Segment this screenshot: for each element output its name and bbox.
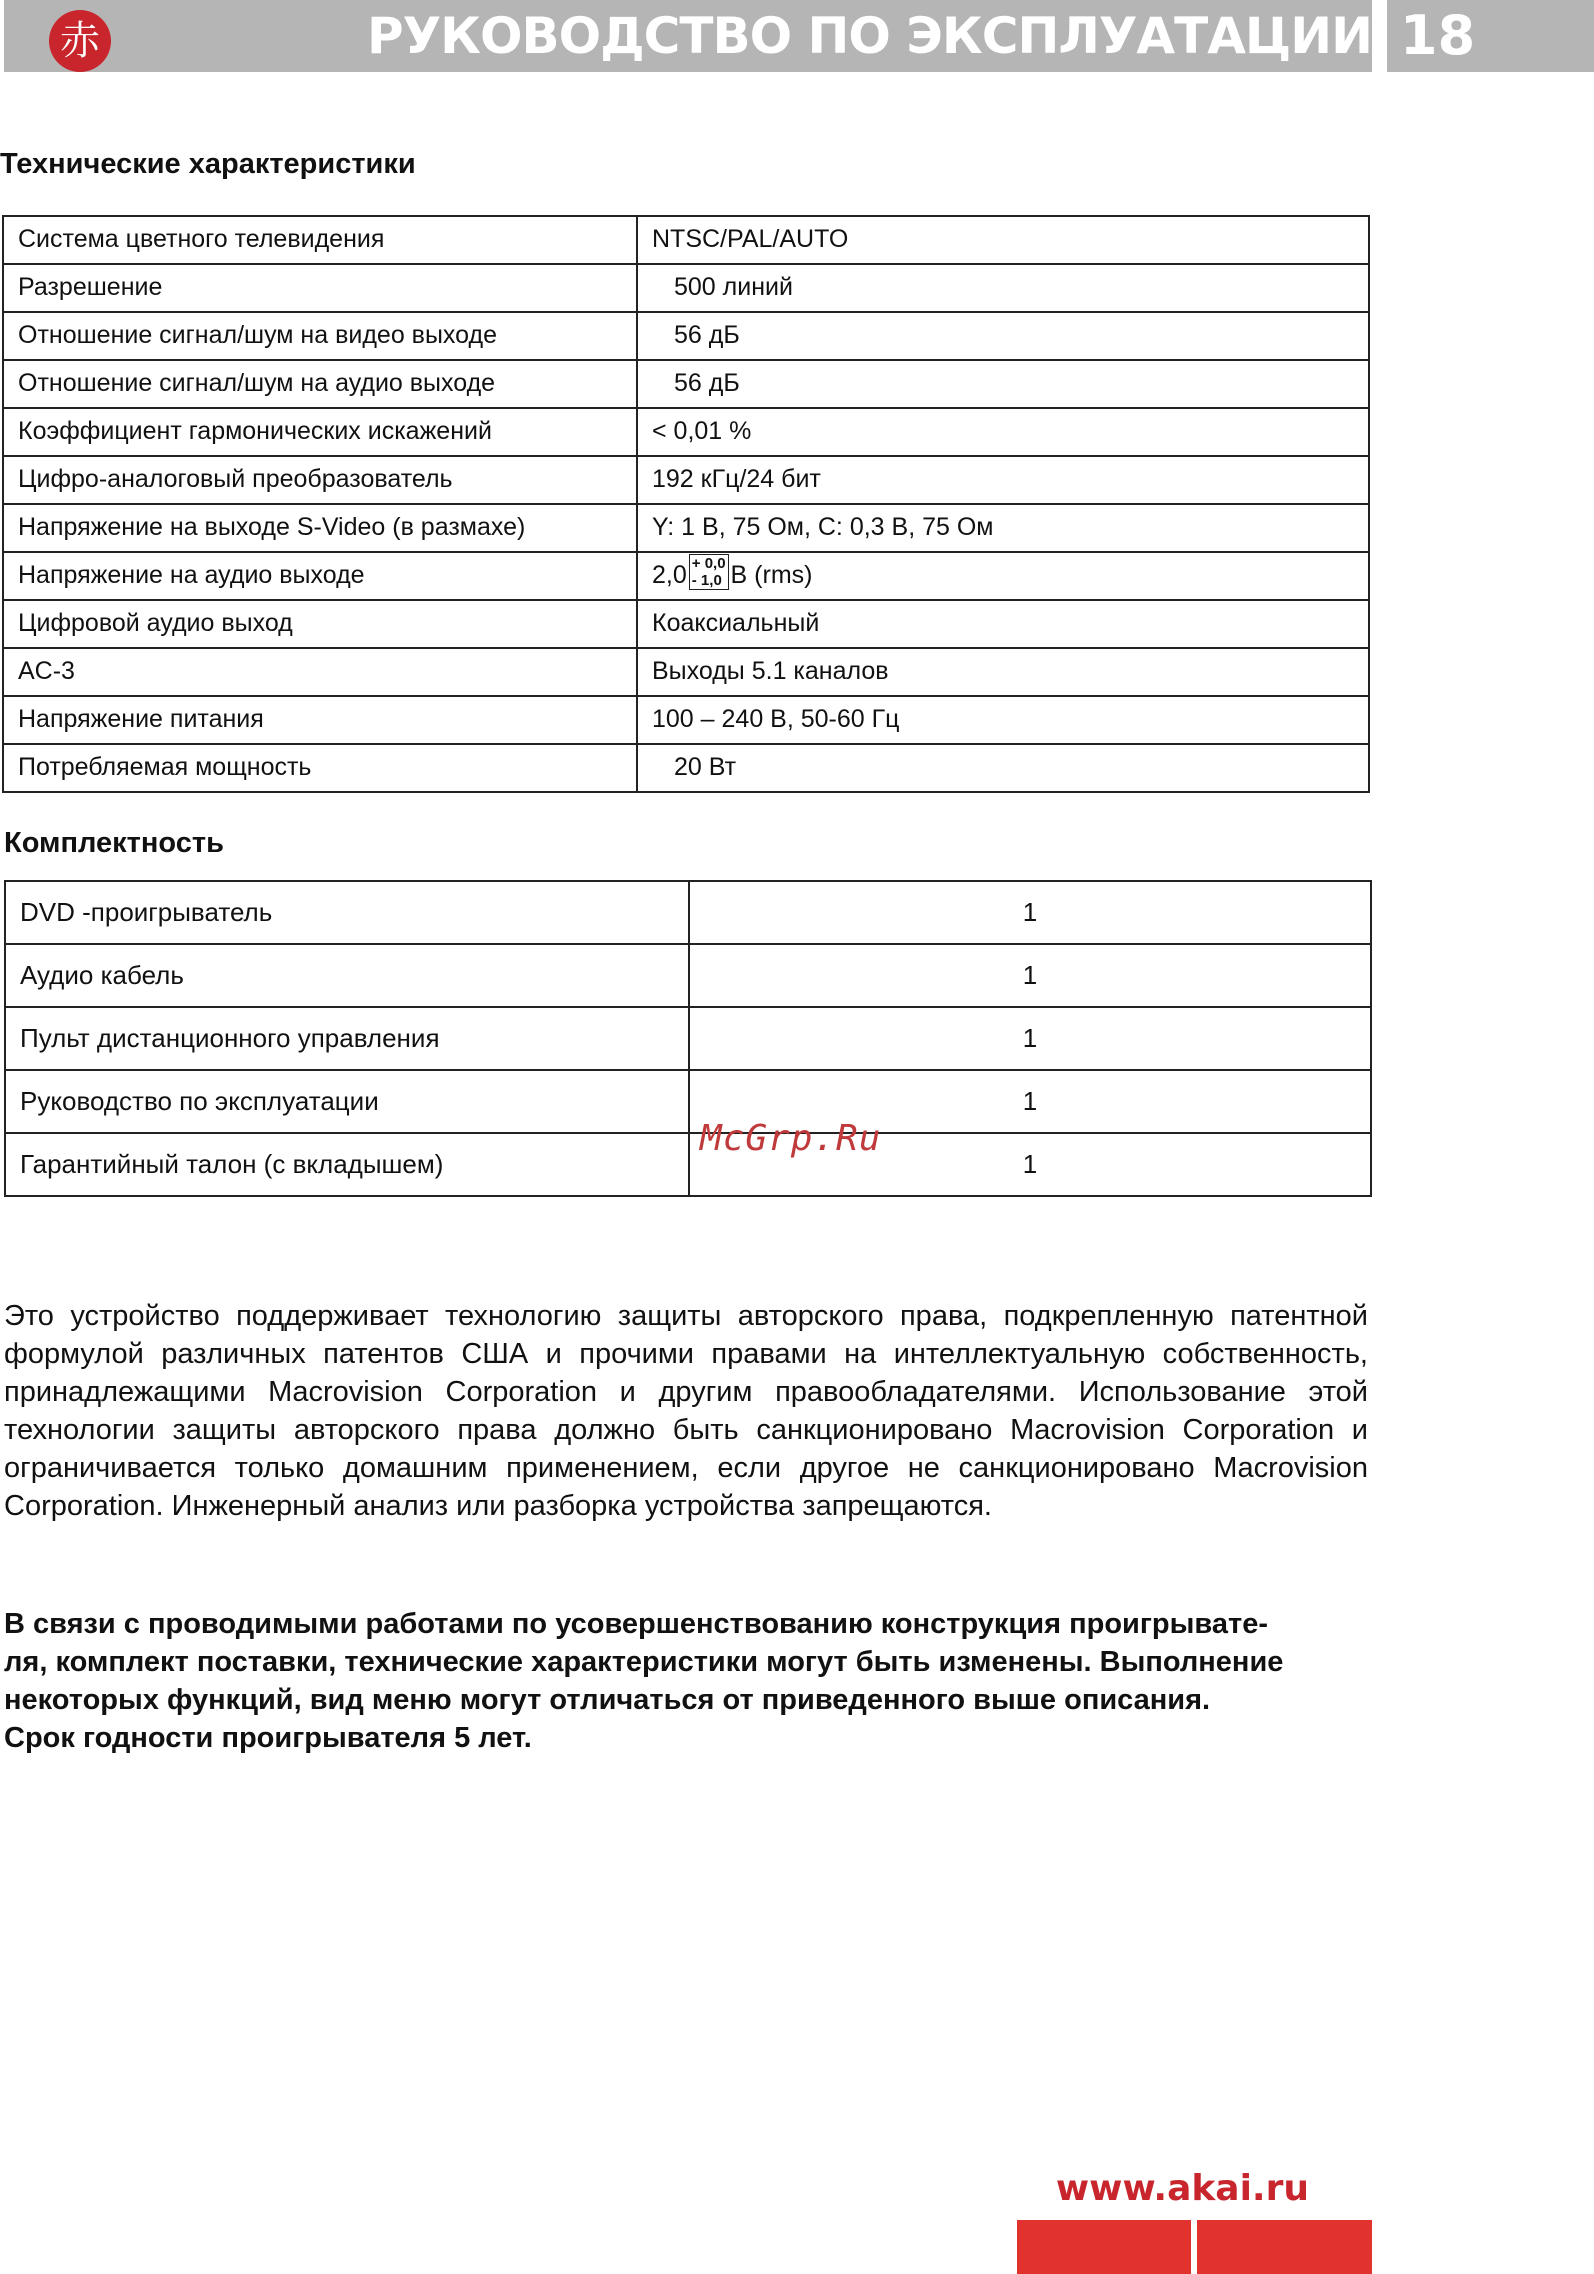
notice-line: В связи с проводимыми работами по усовершенствованию конструкция проигрывате- [4,1608,1268,1640]
notice-line: некоторых функций, вид меню могут отличаться от приведенного выше описания. [4,1684,1211,1716]
notice-line: ля, комплект поставки, технические характеристики могут быть изменены. Выполнение [4,1646,1284,1678]
spec-value: 192 кГц/24 бит [637,456,1369,504]
table-row [3,456,1369,504]
brand-logo-icon: 赤 [49,10,111,72]
table-row [3,504,1369,552]
spec-label: Коэффициент гармонических искажений [3,408,637,456]
value-prefix: 2,0 [652,561,687,589]
spec-label: Напряжение питания [3,696,637,744]
spec-label: Система цветного телевидения [3,216,637,264]
specs-table [2,215,1370,793]
kit-item-label: DVD -проигрыватель [5,881,689,944]
table-row [3,696,1369,744]
specs-heading: Технические характеристики [0,148,416,180]
kit-item-qty: 1 [689,1007,1371,1070]
spec-label: Разрешение [3,264,637,312]
kit-item-qty: 1 [689,944,1371,1007]
tolerance-plus: + 0,0 [691,555,726,573]
watermark: McGrp.Ru [700,1118,882,1159]
notice-paragraph [4,1605,1368,1757]
table-row [3,600,1369,648]
value-suffix: В (rms) [730,561,813,589]
spec-value: 20 Вт [637,744,1369,792]
spec-value: 500 линий [637,264,1369,312]
table-row [5,1133,1371,1196]
table-row [3,648,1369,696]
table-row [3,552,1369,600]
spec-value: Коаксиальный [637,600,1369,648]
footer-accent-bar [1197,2220,1372,2274]
table-row [3,264,1369,312]
table-row [3,216,1369,264]
table-row [3,408,1369,456]
notice-line: Срок годности проигрывателя 5 лет. [4,1722,532,1754]
spec-label: Цифро-аналоговый преобразователь [3,456,637,504]
spec-value: Y: 1 В, 75 Ом, C: 0,3 В, 75 Ом [637,504,1369,552]
spec-label: Отношение сигнал/шум на аудио выходе [3,360,637,408]
footer-accent-bar [1017,2220,1191,2274]
spec-value: 56 дБ [637,312,1369,360]
page-number: 18 [1387,0,1594,72]
spec-value: 56 дБ [637,360,1369,408]
spec-label: Напряжение на аудио выходе [3,552,637,600]
spec-value: 100 – 240 В, 50-60 Гц [637,696,1369,744]
spec-value: Выходы 5.1 каналов [637,648,1369,696]
spec-value: NTSC/PAL/AUTO [637,216,1369,264]
kit-item-label: Аудио кабель [5,944,689,1007]
footer-url-link[interactable]: www.akai.ru [1055,2168,1309,2209]
spec-label: Потребляемая мощность [3,744,637,792]
table-row [3,312,1369,360]
table-row [3,744,1369,792]
kit-item-qty: 1 [689,1070,1371,1133]
copyright-paragraph: Это устройство поддерживает технологию защиты авторского права, подкрепленную патентной формулой различных патентов США и прочими правами на интеллектуальную собственность, принадлежащими Macrovision Corporation и другим правообладателями. Использование этой технологии защиты авторского права должно быть санкционировано Macrovision Corporation и ограничивается только домашним применением, если другое не санкционировано Macrovision Corporation. Инженерный анализ или разборка устройства запрещаются. [4,1300,1368,1522]
spec-value: < 0,01 % [637,408,1369,456]
tolerance-minus: - 1,0 [691,572,722,590]
spec-label: Напряжение на выходе S-Video (в размахе) [3,504,637,552]
spec-value [637,552,1369,600]
table-row [5,881,1371,944]
spec-label: Цифровой аудио выход [3,600,637,648]
tolerance-box [689,554,729,590]
kit-item-qty: 1 [689,1133,1371,1196]
kit-item-label: Руководство по эксплуатации [5,1070,689,1133]
spec-label: Отношение сигнал/шум на видео выходе [3,312,637,360]
table-row [3,360,1369,408]
kit-item-qty: 1 [689,881,1371,944]
table-row [5,944,1371,1007]
table-row [5,1007,1371,1070]
kit-heading: Комплектность [4,827,224,859]
page-header-title: РУКОВОДСТВО ПО ЭКСПЛУАТАЦИИ [366,7,1372,65]
kit-item-label: Гарантийный талон (с вкладышем) [5,1133,689,1196]
kit-item-label: Пульт дистанционного управления [5,1007,689,1070]
spec-label: AC-3 [3,648,637,696]
kit-table [4,880,1372,1197]
table-row [5,1070,1371,1133]
